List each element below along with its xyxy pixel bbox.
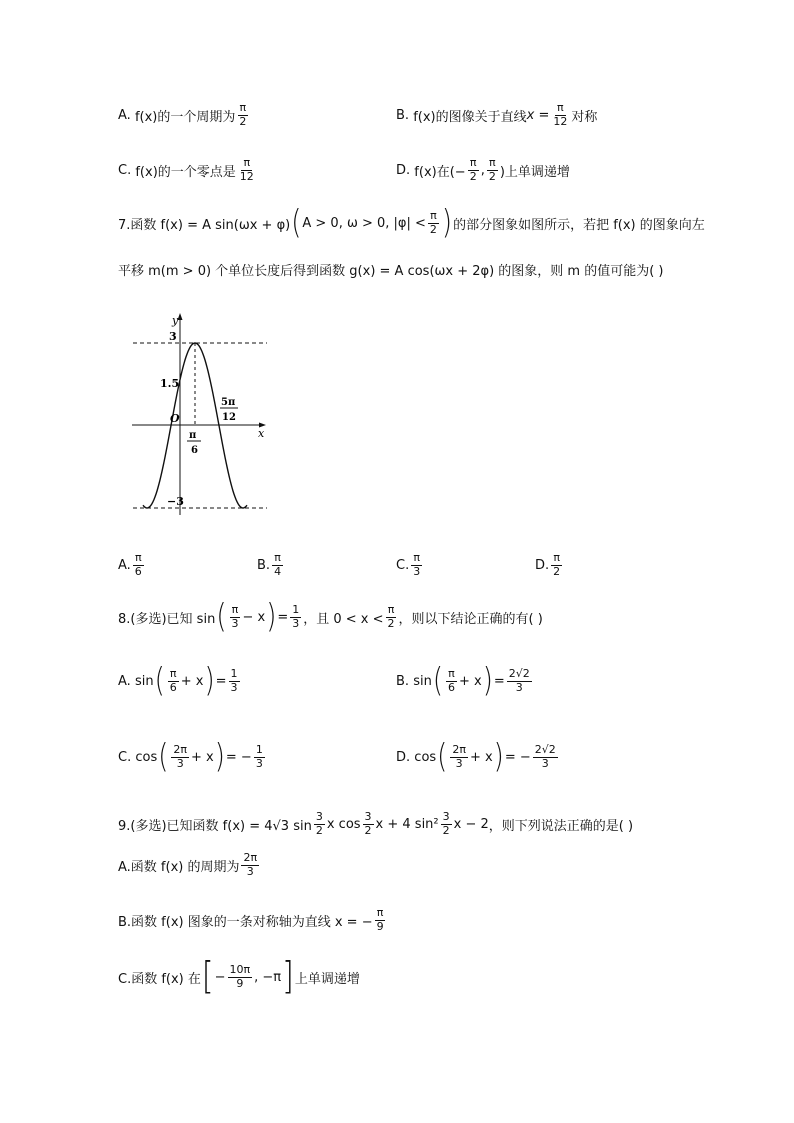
- denominator: 6: [447, 680, 455, 694]
- numerator: π: [430, 209, 437, 222]
- right-paren: ): [493, 738, 504, 776]
- numerator: 1: [292, 603, 300, 616]
- denominator: 12: [553, 114, 568, 128]
- right-paren: ): [441, 204, 453, 242]
- option-text: f(x)的一个零点是: [135, 164, 236, 180]
- expression-part: x cos: [326, 816, 361, 832]
- denominator: 2: [488, 169, 496, 183]
- q8-option-b: [396, 662, 534, 700]
- numerator: 2π: [173, 743, 188, 756]
- option-label: D.: [535, 557, 550, 573]
- expression-part: x − 2: [453, 816, 489, 832]
- q7-stem-line2: 平移 m(m > 0) 个单位长度后得到函数 g(x) = A cos(ωx + 2φ) 的图象，则 m 的值可能为( ): [118, 264, 664, 279]
- numerator: 2π: [243, 851, 258, 864]
- x-axis-label: x: [258, 427, 265, 440]
- fraction: [507, 668, 532, 694]
- numerator: π: [231, 603, 239, 616]
- option-tail: 对称: [571, 109, 598, 125]
- numerator: 3: [315, 810, 323, 823]
- denominator: 3: [455, 756, 463, 770]
- function-name: sin: [413, 673, 432, 689]
- plus-x: + x: [180, 673, 204, 689]
- fraction: [487, 157, 498, 183]
- equals: = −: [504, 749, 531, 765]
- question-text: 7.函数 f(x) = A sin(ωx + φ): [118, 217, 291, 233]
- plus-x: + x: [458, 673, 482, 689]
- q8-option-d: [396, 738, 560, 776]
- left-bracket: [: [201, 954, 214, 999]
- right-bracket: ]: [282, 954, 294, 999]
- q6-option-b: [396, 102, 597, 128]
- question-text: 8.(多选)已知 sin: [118, 611, 216, 627]
- equals: = −: [225, 749, 252, 765]
- equals: =: [493, 673, 505, 689]
- denominator: 2: [315, 823, 323, 837]
- option-label: C.: [118, 162, 132, 178]
- numerator: π: [557, 101, 564, 114]
- option-text: f(x)的图像关于直线: [413, 109, 527, 125]
- right-paren: ): [482, 662, 493, 700]
- q6-option-d: [396, 157, 570, 183]
- numerator: π: [489, 156, 496, 169]
- option-label: C.: [118, 749, 132, 765]
- denominator: 3: [231, 616, 239, 630]
- fraction: [241, 852, 259, 878]
- fraction: [363, 811, 374, 837]
- x-tick-5pi12-num: 5π: [221, 397, 236, 408]
- denominator: 2: [239, 114, 247, 128]
- denominator: 2: [442, 823, 450, 837]
- option-text: A.函数 f(x) 的周期为: [118, 859, 240, 875]
- separator: ,: [480, 162, 485, 178]
- plus-x: + x: [191, 749, 214, 765]
- condition-text: ，且 0 < x <: [303, 611, 384, 627]
- denominator: 3: [230, 680, 238, 694]
- fraction: [533, 744, 558, 770]
- option-label: A.: [118, 673, 131, 689]
- q9-option-c: [118, 954, 360, 999]
- option-text: C.函数 f(x) 在: [118, 971, 201, 987]
- function-name: cos: [414, 749, 437, 765]
- denominator: 6: [134, 564, 142, 578]
- option-label: A.: [118, 107, 131, 123]
- fraction: [441, 811, 452, 837]
- denominator: 2: [429, 222, 437, 236]
- denominator: 3: [176, 756, 184, 770]
- numerator: π: [387, 603, 395, 616]
- y-tick-1-5: 1.5: [160, 377, 180, 390]
- denominator: 3: [246, 864, 254, 878]
- right-paren: ): [214, 738, 225, 776]
- origin-label: O: [170, 412, 180, 425]
- denominator: 2: [469, 169, 477, 183]
- denominator: 3: [515, 680, 523, 694]
- left-paren: (: [154, 662, 165, 700]
- plus-x: + x: [469, 749, 493, 765]
- fraction: [229, 668, 240, 694]
- denominator: 2: [553, 564, 561, 578]
- right-paren: ): [266, 598, 277, 636]
- fraction: [411, 552, 422, 578]
- numerator: π: [134, 551, 142, 564]
- x-tick-pi6-den: 6: [191, 445, 198, 456]
- interval-end: , −π: [254, 969, 282, 985]
- left-paren: (: [291, 204, 302, 242]
- numerator: 10π: [229, 962, 251, 976]
- q7-option-a: [118, 552, 146, 578]
- q7-option-c: [396, 552, 424, 578]
- q8-option-a: [118, 662, 242, 700]
- equals: =: [215, 673, 227, 689]
- option-text: f(x)在(−: [414, 164, 466, 180]
- x-tick-5pi12-den: 12: [222, 412, 236, 423]
- fraction: [168, 668, 179, 694]
- numerator: 2π: [452, 743, 466, 756]
- option-label: B.: [396, 673, 410, 689]
- equals: =: [277, 609, 289, 625]
- numerator: 1: [230, 667, 238, 680]
- fraction: [290, 604, 301, 630]
- x-tick-pi6-num: π: [189, 430, 197, 441]
- fraction: [272, 552, 283, 578]
- fraction: [386, 604, 397, 630]
- denominator: 2: [387, 616, 395, 630]
- fraction: [428, 210, 439, 236]
- fraction: [551, 552, 562, 578]
- numerator: 3: [442, 810, 450, 823]
- q7-stem-line1: [118, 204, 705, 242]
- function-name: sin: [134, 673, 154, 689]
- fraction: [171, 744, 189, 770]
- expression-part: x + 4 sin²: [375, 816, 439, 832]
- numerator: 2√2: [534, 743, 556, 756]
- option-text: f(x)的一个周期为: [134, 109, 236, 125]
- numerator: π: [469, 156, 477, 169]
- q6-option-a: [118, 102, 250, 128]
- numerator: π: [553, 551, 560, 564]
- left-paren: (: [216, 598, 227, 636]
- option-text: B.函数 f(x) 图象的一条对称轴为直线 x = −: [118, 914, 373, 930]
- option-tail: )上单调递增: [499, 164, 570, 180]
- denominator: 2: [364, 823, 372, 837]
- q9-stem: [118, 811, 633, 837]
- q6-option-c: [118, 157, 258, 183]
- numerator: π: [413, 551, 421, 564]
- numerator: π: [376, 906, 384, 919]
- fraction: [133, 552, 144, 578]
- option-label: A.: [118, 557, 131, 573]
- q8-stem: [118, 598, 543, 636]
- y-tick-3: 3: [169, 330, 177, 343]
- sine-graph: [125, 310, 275, 520]
- numerator: 1: [255, 743, 263, 756]
- numerator: π: [274, 551, 281, 564]
- question-text: 9.(多选)已知函数 f(x) = 4√3 sin: [118, 818, 312, 834]
- numerator: π: [169, 667, 177, 680]
- fraction: [375, 907, 386, 933]
- option-label: C.: [396, 557, 410, 573]
- fraction: [254, 744, 265, 770]
- option-label: D.: [396, 162, 411, 178]
- question-tail: ，则下列说法正确的是( ): [488, 818, 634, 834]
- y-axis-label: y: [172, 314, 179, 327]
- fraction: [446, 668, 457, 694]
- left-paren: (: [158, 738, 169, 776]
- option-tail: 上单调递增: [294, 971, 360, 987]
- numerator: 3: [364, 810, 372, 823]
- q8-option-c: [118, 738, 267, 776]
- y-tick-neg3: −3: [167, 495, 184, 508]
- left-paren: (: [432, 662, 443, 700]
- option-label: B.: [257, 557, 271, 573]
- q9-option-b: [118, 907, 388, 933]
- equation-part: x =: [526, 107, 550, 123]
- fraction: [468, 157, 479, 183]
- fraction: [551, 102, 569, 128]
- minus-sign: −: [214, 969, 226, 985]
- denominator: 12: [239, 169, 254, 183]
- function-name: cos: [135, 749, 158, 765]
- option-label: D.: [396, 749, 411, 765]
- fraction: [314, 811, 325, 837]
- q7-option-b: [257, 552, 285, 578]
- denominator: 6: [169, 680, 177, 694]
- condition-text: A > 0, ω > 0, |φ| <: [302, 215, 426, 231]
- fraction: [237, 102, 248, 128]
- denominator: 4: [274, 564, 282, 578]
- denominator: 3: [255, 756, 263, 770]
- question-text: 的部分图象如图所示，若把 f(x) 的图象向左: [453, 217, 705, 233]
- right-paren: ): [204, 662, 215, 700]
- denominator: 9: [236, 976, 244, 990]
- fraction: [228, 964, 253, 990]
- option-label: B.: [396, 107, 410, 123]
- numerator: π: [448, 667, 455, 680]
- fraction: [229, 604, 240, 630]
- denominator: 3: [413, 564, 421, 578]
- left-paren: (: [437, 738, 448, 776]
- numerator: 2√2: [508, 667, 530, 680]
- denominator: 3: [292, 616, 300, 630]
- question-tail: ，则以下结论正确的有( ): [398, 611, 543, 627]
- denominator: 3: [541, 756, 549, 770]
- numerator: π: [239, 101, 247, 114]
- q9-option-a: [118, 852, 261, 878]
- fraction: [450, 744, 468, 770]
- denominator: 9: [376, 919, 384, 933]
- fraction: [238, 157, 256, 183]
- y-axis-arrow: [178, 313, 183, 320]
- numerator: π: [243, 156, 251, 169]
- inner-tail: − x: [242, 609, 266, 625]
- q7-option-d: [535, 552, 564, 578]
